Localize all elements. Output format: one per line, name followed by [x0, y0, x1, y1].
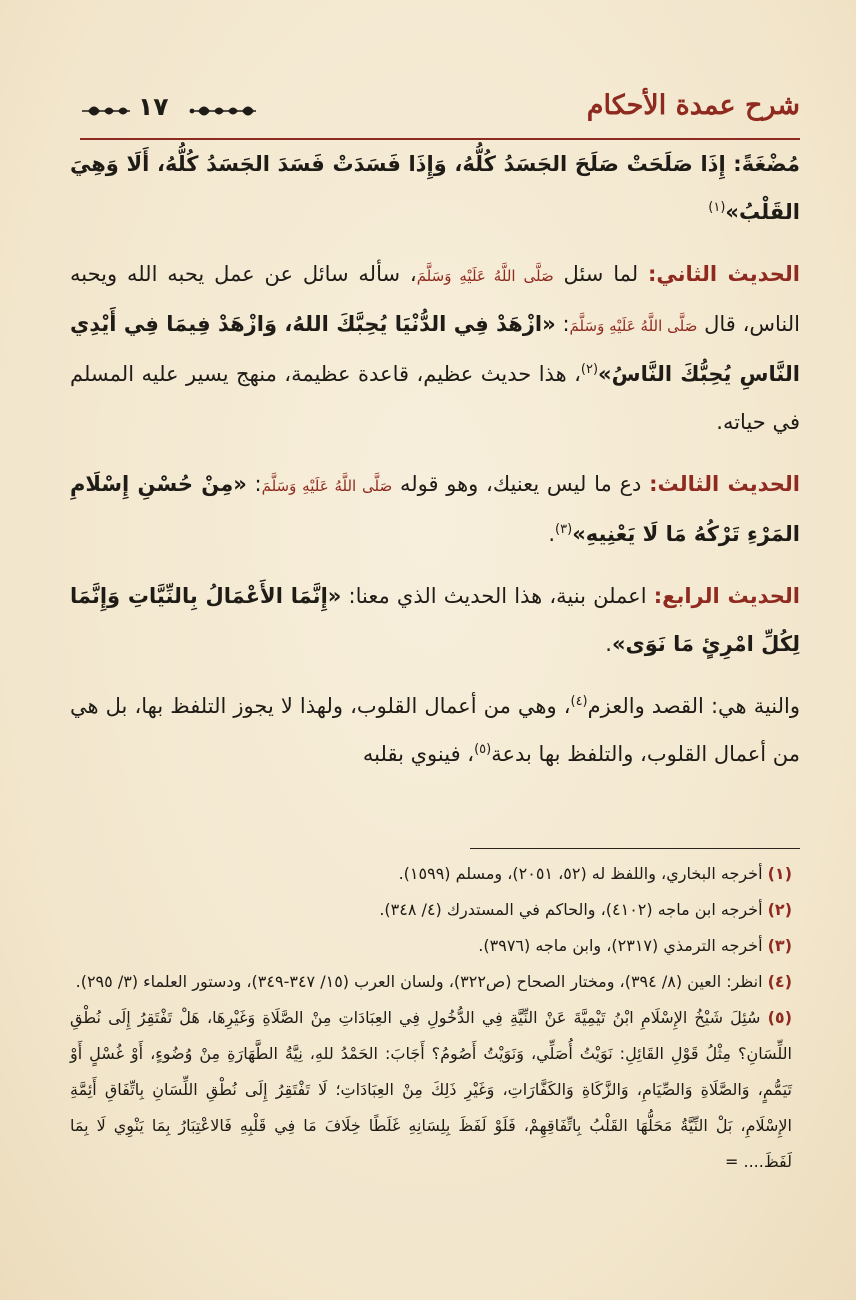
text-run: دع ما ليس يعنيك، وهو قوله	[392, 472, 650, 496]
text-run: :	[246, 472, 262, 496]
footnote-ref[interactable]: (٢)	[580, 362, 599, 377]
salutation-glyph: صَلَّى اللَّهُ عَلَيْهِ وَسَلَّمَ	[569, 317, 698, 335]
footnote-ref[interactable]: (٤)	[570, 694, 588, 709]
main-text	[70, 140, 800, 792]
salutation-glyph: صَلَّى اللَّهُ عَلَيْهِ وَسَلَّمَ	[416, 267, 554, 285]
hadith-quote: «إِنَّمَا الأَعْمَالُ بِالنِّيَّاتِ وَإِنَّمَا لِكُلِّ امْرِئٍ مَا نَوَى»	[70, 584, 800, 656]
footnote-number: (٥)	[767, 1008, 792, 1027]
footnote-ref[interactable]: (٥)	[474, 742, 492, 757]
paragraph-1	[70, 140, 800, 236]
footnote-text: أخرجه البخاري، واللفظ له (٥٢، ٢٠٥١)، ومسلم (١٥٩٩).	[398, 864, 768, 883]
footnote-3	[70, 928, 792, 964]
footnote-number: (٤)	[767, 972, 792, 991]
hadith-3-label: الحديث الثالث:	[649, 472, 800, 496]
text-run: ، هذا حديث عظيم، قاعدة عظيمة، منهج يسير عليه المسلم في حياته.	[70, 362, 800, 434]
footnote-text: انظر: العين (٨/ ٣٩٤)، ومختار الصحاح (ص٣٢٢)، ولسان العرب (١٥/ ٣٤٧-٣٤٩)، ودستور العلماء (٣/ ٢٩٥).	[75, 972, 768, 991]
footnote-2	[70, 892, 792, 928]
footnote-5	[70, 1000, 792, 1180]
footnote-4	[70, 964, 792, 1000]
footnote-1	[70, 856, 792, 892]
paragraph-2	[70, 250, 800, 446]
footnote-divider	[470, 848, 800, 849]
footnote-ref[interactable]: (١)	[708, 200, 726, 215]
footnote-number: (٢)	[767, 900, 792, 919]
hadith-quote: «ازْهَدْ فِي الدُّنْيَا يُحِبَّكَ اللهُ، وَازْهَدْ فِيمَا فِي أَيْدِي النَّاسِ يُحِبُّكَ النَّاسُ»	[70, 312, 800, 386]
text-run: اعملن بنية، هذا الحديث الذي معنا:	[341, 584, 654, 608]
text-run: ، وهي من أعمال القلوب، ولهذا لا يجوز التلفظ بها، بل هي من أعمال القلوب، والتلفظ بها بدعة	[70, 694, 800, 766]
footnote-text: أخرجه ابن ماجه (٤١٠٢)، والحاكم في المستدرك (٤/ ٣٤٨).	[379, 900, 768, 919]
book-title: شرح عمدة الأحكام	[586, 90, 800, 121]
hadith-quote: «مِنْ حُسْنِ إِسْلَامِ المَرْءِ تَرْكُهُ مَا لَا يَعْنِيهِ»	[70, 472, 800, 546]
footnote-text: سُئِلَ شَيْخُ الإِسْلَامِ ابْنُ تَيْمِيَّةَ عَنْ النِّيَّةِ فِي الدُّخُولِ فِي العِبَادَاتِ مِنْ الصَّلَاةِ وَغَيْرِهَا، هَلْ تَفْتَقِرُ إِلَى نُطْقِ اللِّسَانِ؟ مِثْلُ قَوْلِ القَائِلِ: نَوَيْتُ أُصَلِّي، وَنَوَيْتُ أَصُومُ؟ أَجَابَ: الحَمْدُ للهِ، نِيَّةُ الطَّهَارَةِ مِنْ وُضُوءٍ، أَوْ غُسْلٍ أَوْ تَيَمُّمٍ، وَالصَّلَاةِ وَالصِّيَامِ، وَالزَّكَاةِ وَالكَفَّارَاتِ، وَغَيْرِ ذَلِكَ مِنْ العِبَادَاتِ؛ لَا تَفْتَقِرُ إِلَى نُطْقِ اللِّسَانِ بِاتِّفَاقِ أَئِمَّةِ الإِسْلَامِ، بَلْ النِّيَّةُ مَحَلُّهَا القَلْبُ بِاتِّفَاقِهِمْ، فَلَوْ لَفَظَ بِلِسَانِهِ غَلَطًا خِلَافَ مَا فِي قَلْبِهِ فَالاعْتِبَارُ بِمَا يَنْوِي لَا بِمَا لَفَظَ.... =	[70, 1008, 792, 1171]
hadith-2-label: الحديث الثاني:	[647, 262, 800, 286]
footnote-text: أخرجه الترمذي (٢٣١٧)، وابن ماجه (٣٩٧٦).	[478, 936, 768, 955]
text-run: والنية هي: القصد والعزم	[587, 694, 800, 718]
paragraph-5	[70, 682, 800, 778]
text-run: لما سئل	[553, 262, 648, 286]
page-header	[80, 88, 800, 136]
paragraph-4	[70, 572, 800, 668]
text-run: .	[605, 632, 612, 656]
ornament-right-icon	[188, 100, 258, 122]
hadith-4-label: الحديث الرابع:	[653, 584, 800, 608]
footnote-number: (١)	[767, 864, 792, 883]
text-run: :	[555, 312, 570, 336]
footnote-number: (٣)	[767, 936, 792, 955]
footnotes	[70, 856, 792, 1180]
text-run: .	[548, 522, 556, 546]
ornament-left-icon	[80, 100, 132, 122]
text-run: ، سأله سائل عن عمل يحبه الله ويحبه الناس، قال	[70, 262, 800, 336]
paragraph-3	[70, 460, 800, 558]
footnote-ref[interactable]: (٣)	[555, 522, 573, 537]
text-run: ، فينوي بقلبه	[362, 742, 475, 766]
page-number: ١٧	[138, 92, 169, 121]
salutation-glyph: صَلَّى اللَّهُ عَلَيْهِ وَسَلَّمَ	[261, 477, 393, 495]
hadith-quote: مُضْغَةً: إِذَا صَلَحَتْ صَلَحَ الجَسَدُ كُلُّهُ، وَإِذَا فَسَدَتْ فَسَدَ الجَسَدُ كُلُّهُ، أَلَا وَهِيَ القَلْبُ»	[70, 152, 800, 224]
